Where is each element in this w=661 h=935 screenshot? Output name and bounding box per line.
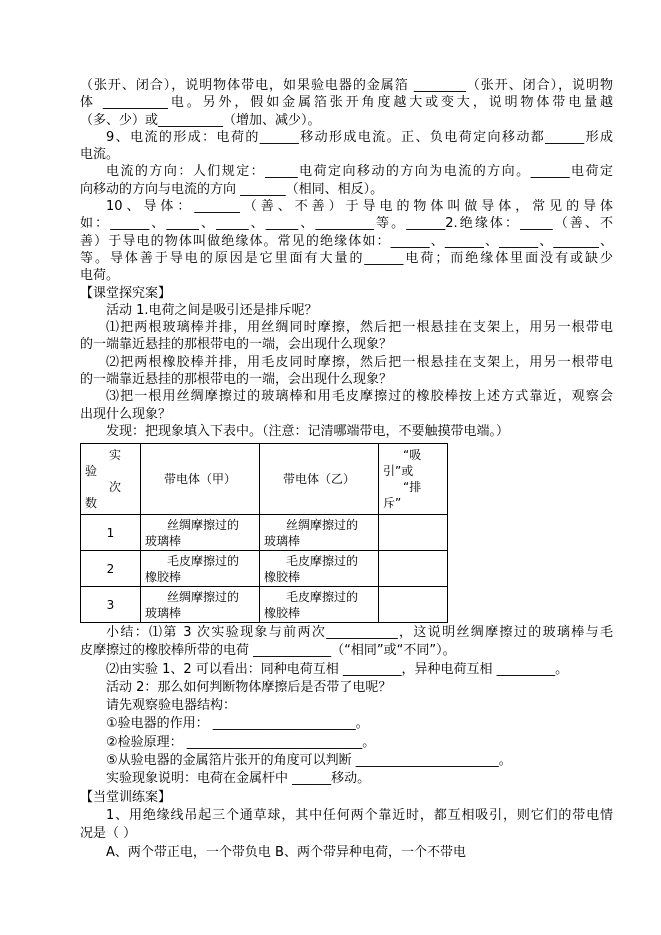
header-char: “排 bbox=[403, 480, 422, 494]
header-body-b: 带电体（乙） bbox=[260, 444, 379, 515]
text-line: ②检验原理： ___________________________。 bbox=[106, 734, 376, 750]
header-experiment-count bbox=[81, 444, 141, 515]
body-b-cell bbox=[260, 515, 379, 551]
text-line: 小结：⑴第 3 次实验现象与前两次___________，这说明丝绸摩擦过的玻璃棒与毛 bbox=[106, 625, 613, 640]
header-char: 验 bbox=[85, 464, 98, 478]
text-line: 皮摩擦过的橡胶棒所带的电荷 ____________（“相同”或“不同”）。 bbox=[80, 643, 456, 659]
text-line: ⑤从验电器的金属箔片张开的角度可以判断 ______________________。 bbox=[106, 753, 512, 769]
text-line: 的一端靠近悬挂的那根带电的一端，会出现什么现象？ bbox=[80, 372, 393, 388]
cell-line: 橡胶棒 bbox=[145, 569, 182, 584]
cell-line: 毛皮摩擦过的 bbox=[286, 553, 359, 568]
text-line: 1、用绝缘线吊起三个通草球，其中任何两个靠近时，都互相吸引，则它们的带电情 bbox=[106, 807, 613, 823]
table-row bbox=[81, 551, 448, 587]
text-line: 活动 1.电荷之间是吸引还是排斥呢？ bbox=[106, 302, 318, 318]
cell-line: 玻璃棒 bbox=[145, 605, 182, 620]
cell-line: 橡胶棒 bbox=[264, 605, 301, 620]
text-line: 电荷。 bbox=[80, 268, 120, 284]
experiment-table bbox=[80, 443, 448, 623]
body-a-cell bbox=[141, 551, 260, 587]
text-line: 况是（ ） bbox=[80, 826, 137, 842]
text-line: 体 __________电。另外，假如金属箔张开角度越大或变大，说明物体带电量越 bbox=[80, 95, 613, 111]
text-line: ⑵把两根橡胶棒并排，用毛皮同时摩擦，然后把一根悬挂在支架上，用另一根带电 bbox=[106, 354, 613, 370]
result-cell[interactable] bbox=[379, 551, 448, 587]
text-line: ⑶把一根用丝绸摩擦过的玻璃棒和用毛皮摩擦过的橡胶棒按上述方式靠近，观察会 bbox=[106, 389, 613, 405]
text-line: 9、电流的形成：电荷的______移动形成电流。正、负电荷定向移动都______形成 bbox=[106, 129, 613, 145]
table-row bbox=[81, 587, 448, 623]
cell-line: 丝绸摩擦过的 bbox=[167, 589, 240, 604]
text-line: 如：______、_____、_____、_____、_________等。______2.绝缘体：_____（善、不 bbox=[80, 216, 613, 232]
text-line: 电流的方向：人们规定：_____电荷定向移动的方向为电流的方向。______电荷定 bbox=[106, 164, 613, 180]
cell-line: 毛皮摩擦过的 bbox=[167, 553, 240, 568]
row-number: 2 bbox=[81, 551, 141, 587]
text-line: A、两个带正电，一个带负电 B、两个带异种电荷，一个不带电 bbox=[106, 844, 466, 860]
header-char: “吸 bbox=[403, 448, 422, 462]
table-header-row bbox=[81, 444, 448, 515]
text-line: 【课堂探究案】 bbox=[80, 285, 172, 301]
result-cell[interactable] bbox=[379, 515, 448, 551]
cell-line: 毛皮摩擦过的 bbox=[286, 589, 359, 604]
text-line: 等。导体善于导电的原因是它里面有大量的______电荷；而绝缘体里面没有或缺少 bbox=[80, 250, 613, 266]
text-line: 10、导体：_______（善、不善）于导电的物体叫做导体，常见的导体 bbox=[106, 199, 613, 215]
text-line: ⑵由实验 1、2 可以看出：同种电荷互相 _________，异种电荷互相 _________。 bbox=[106, 661, 569, 677]
text-line: ⑴把两根玻璃棒并排，用丝绸同时摩擦，然后把一根悬挂在支架上，用另一根带电 bbox=[106, 320, 613, 336]
text-line: 实验现象说明：电荷在金属杆中 ______移动。 bbox=[106, 771, 371, 787]
header-char: 数 bbox=[85, 496, 98, 510]
text-block-bottom bbox=[80, 624, 613, 862]
text-line: 向移动的方向与电流的方向 _______（相同、相反）。 bbox=[80, 181, 384, 197]
text-line: （张开、闭合），说明物体带电，如果验电器的金属箔 ________（张开、闭合），说明物 bbox=[80, 78, 613, 93]
row-number: 1 bbox=[81, 515, 141, 551]
header-char: 斥” bbox=[383, 496, 402, 510]
text-line: 电流。 bbox=[80, 147, 120, 163]
header-char: 次 bbox=[109, 480, 122, 494]
header-result bbox=[379, 444, 448, 515]
cell-line: 丝绸摩擦过的 bbox=[167, 517, 240, 532]
text-line: （多、少）或__________（增加、减少）。 bbox=[80, 112, 321, 128]
text-line: 【当堂训练案】 bbox=[80, 789, 172, 805]
cell-line: 丝绸摩擦过的 bbox=[286, 517, 359, 532]
text-line: 活动 2：那么如何判断物体摩擦后是否带了电呢？ bbox=[106, 679, 392, 695]
body-a-cell bbox=[141, 587, 260, 623]
header-char: 引”或 bbox=[383, 464, 414, 478]
result-cell[interactable] bbox=[379, 587, 448, 623]
row-number: 3 bbox=[81, 587, 141, 623]
cell-line: 玻璃棒 bbox=[145, 533, 182, 548]
header-char: 实 bbox=[109, 448, 122, 462]
header-body-a: 带电体（甲） bbox=[141, 444, 260, 515]
body-b-cell bbox=[260, 587, 379, 623]
text-line: 出现什么现象？ bbox=[80, 406, 172, 422]
text-line: 善）于导电的物体叫做绝缘体。常见的绝缘体如：______、______、______、_______、 bbox=[80, 233, 613, 249]
body-b-cell bbox=[260, 551, 379, 587]
table-row bbox=[81, 515, 448, 551]
text-line: 请先观察验电器结构： bbox=[106, 698, 237, 714]
cell-line: 橡胶棒 bbox=[264, 569, 301, 584]
text-line: 发现：把现象填入下表中。（注意：记清哪端带电，不要触摸带电端。） bbox=[106, 423, 510, 439]
body-a-cell bbox=[141, 515, 260, 551]
cell-line: 玻璃棒 bbox=[264, 533, 301, 548]
text-line: ①验电器的作用： ______________________。 bbox=[106, 716, 369, 732]
text-line: 的一端靠近悬挂的那根带电的一端，会出现什么现象？ bbox=[80, 337, 393, 353]
text-block-top bbox=[80, 77, 613, 440]
